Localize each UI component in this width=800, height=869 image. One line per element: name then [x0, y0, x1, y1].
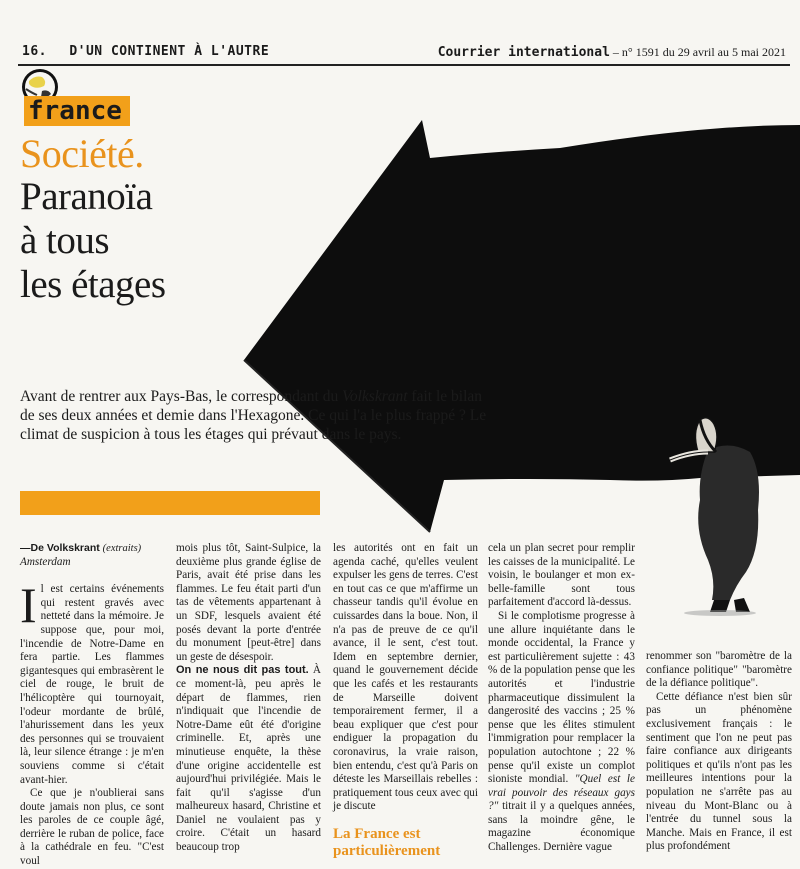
column-5	[646, 650, 792, 854]
byline-note: (extraits)	[102, 543, 142, 554]
byline-location: Amsterdam	[20, 555, 71, 568]
column-3	[333, 542, 478, 860]
column-2	[176, 542, 321, 855]
paragraph: les autorités ont en fait un agenda caché, qu'elles veulent expulser les gens de terres. C'est en tout cas ce que m'affirme un chasseur tandis qu'il évolue en cuissardes dans la boue. Non, il n'a pas de preuve de ce qu'il avance, il le sent, c'est tout. Idem en septembre dernier, quand le gouvernement décide que les cafés et les restaurants de Marseille doivent temporairement fermer, il a beau expliquer que c'est pour endiguer la propagation du coronavirus, la vraie raison, bien entendu, c'est qu'à Paris on déteste les Marseillais rebelles : pratiquement tous ceux avec qui je discute	[333, 542, 478, 813]
paragraph: mois plus tôt, Saint-Sulpice, la deuxième plus grande église de Paris, avait été prise dans les flammes. Le feu était parti d'un tas de vêtements appartenant à un SDF, lesquels avaient été posés devant la porte d'entrée du monument [peut-être] dans un geste de désespoir.	[176, 542, 321, 663]
headline-line: à tous	[20, 219, 110, 262]
paragraph: Si le complotisme progresse à une allure inquiétante dans le monde occidental, la France y est particulièrement sujette : 43 % de la population pense que les autorités et l'industrie pharmaceutique dissimulent la dangerosité des vaccins ; 25 % pense que les élites stimulent l'immigration pour remplacer la population autochtone ; 22 % pense qu'il existe un complot sioniste mondial. "Quel est le vrai pouvoir des réseaux gays ?" titrait il y a quelques années, sans la moindre gêne, le magazine économique Challenges. Dernière vague	[488, 609, 635, 854]
section-badge: france	[24, 96, 130, 126]
dash: –	[612, 45, 619, 59]
byline	[20, 542, 164, 556]
dropcap: I	[20, 577, 37, 634]
page-number: 16.	[22, 44, 47, 59]
paragraph: Ce que je n'oublierai sans doute jamais non plus, ce sont les paroles de ce couple âgé, derrière le ruban de police, face à la cathédrale en feu. "C'est voul	[20, 787, 164, 868]
standfirst-text: Avant de rentrer aux Pays-Bas, le correspondant du	[20, 388, 343, 405]
issue-number: n° 1591 du 29 avril au 5 mai 2021	[621, 45, 786, 59]
inline-subhead: On ne nous dit pas tout.	[176, 664, 309, 677]
issue-info	[438, 45, 786, 60]
column-1	[20, 542, 164, 869]
headline-line: Paranoïa	[20, 175, 153, 218]
column-4	[488, 542, 635, 855]
orange-bar	[20, 491, 320, 515]
column-subhead: La France est particulièrement	[333, 825, 441, 859]
running-head	[22, 44, 269, 59]
header-rule	[18, 64, 790, 66]
kicker: Société.	[20, 131, 144, 176]
section-name: D'UN CONTINENT À L'AUTRE	[69, 44, 270, 59]
paragraph: cela un plan secret pour remplir les caisses de la municipalité. Le voisin, le boulanger et mon ex-belle-famille sont tous parfaitement d'accord là-dessus.	[488, 542, 635, 609]
standfirst-source: Volkskrant	[342, 388, 408, 405]
paragraph: Cette défiance n'est bien sûr pas un phénomène exclusivement français : le sentiment que l'on ne peut pas faire confiance aux dirigeants politiques et qu'ils n'ont pas les meilleures intentions pour la population ne s'arrête pas au niveau du Mont-Blanc ou à l'entrée du tunnel sous la Manche. Mais en France, il est plus profondément	[646, 690, 792, 853]
publication-name: Courrier international	[437, 45, 610, 60]
headline	[20, 175, 250, 307]
paragraph: On ne nous dit pas tout. À ce moment-là, peu après le départ de flammes, rien n'indiquait que l'incendie de Notre-Dame eût été d'origine criminelle. Et, après une minutieuse enquête, la thèse d'une origine accidentelle est aujourd'hui privilégiée. Mais le fait qu'il s'agisse d'un malheureux hasard, Christine et Daniel ne voulaient pas y croire. C'était un hasard beaucoup trop	[176, 664, 321, 854]
quote: "Quel est le vrai pouvoir des réseaux gays ?"	[488, 773, 635, 813]
standfirst-text: fait le bilan de ses deux années et demie dans l'Hexagone. Ce qui l'a le plus frappé ? Le climat de suspicion à tous les étages qui prévaut dans le pays.	[20, 388, 487, 443]
standfirst	[20, 387, 500, 444]
headline-line: les étages	[20, 263, 166, 306]
byline-author: —De Volkskrant	[20, 542, 100, 554]
paragraph: Il est certains événements qui restent gravés avec netteté dans la mémoire. Je suppose que, pour moi, l'incendie de Notre-Dame en fera partie. Les flammes gigantesques qui embrasèrent le ciel de rouge, le bruit de l'hélicoptère qui tournoyait, l'odeur mordante de brûlé, l'ahurissement dans les yeux des personnes qui se trouvaient là, leur silence étrange : je m'en souviens comme si c'était avant-hier.	[20, 577, 164, 786]
paragraph: renommer son "baromètre de la confiance politique" "baromètre de la défiance politique".	[646, 650, 792, 690]
